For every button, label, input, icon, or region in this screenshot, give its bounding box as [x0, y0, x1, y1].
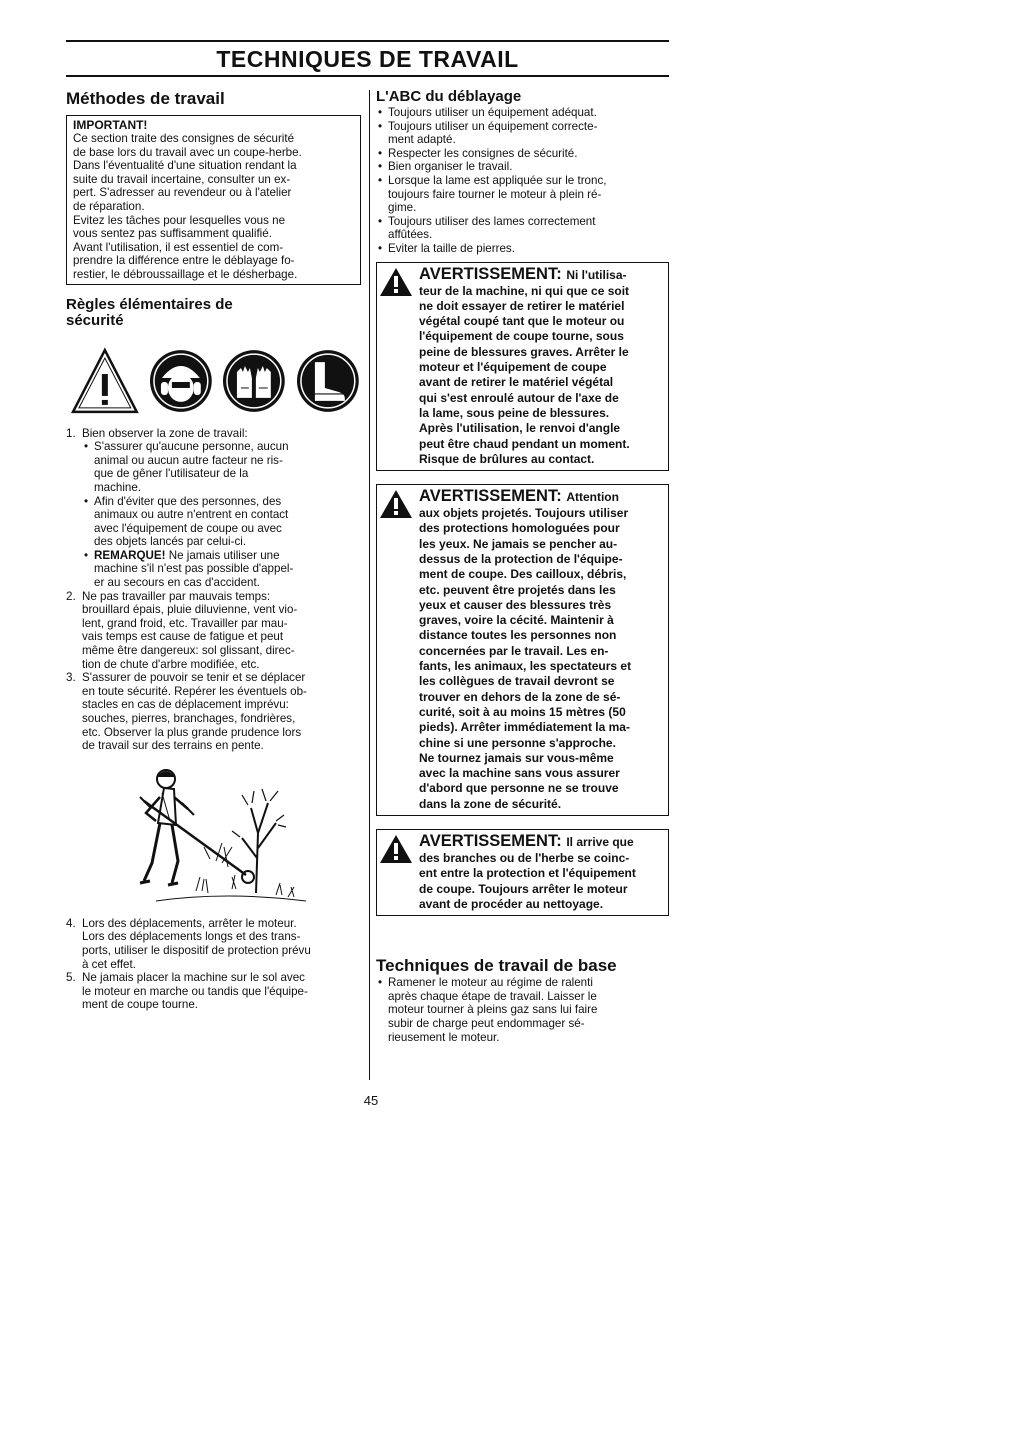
list-item	[66, 590, 361, 672]
warning-triangle-icon	[379, 834, 413, 864]
helmet-ear-protection-icon	[148, 348, 214, 414]
text-line: dans la zone de sécurité.	[419, 796, 562, 811]
text-line: Ne tournez jamais sur vous-même	[419, 750, 614, 765]
left-column	[66, 86, 361, 1012]
list-item	[82, 549, 361, 590]
text-line: Risque de brûlures au contact.	[419, 451, 595, 466]
text-line	[94, 549, 361, 563]
text-line: vais temps est cause de fatigue et peut	[82, 630, 284, 644]
important-title: IMPORTANT!	[73, 118, 148, 132]
text-line: ent entre la protection et l'équipement	[419, 866, 636, 881]
text-line: avec l'équipement de coupe ou avec	[94, 521, 282, 535]
text-line: de coupe. Toujours arrêter le moteur	[419, 881, 628, 896]
text-line: brouillard épais, pluie diluvienne, vent vio-	[82, 603, 298, 617]
text-line: même être dangereux: sol glissant, direc-	[82, 644, 295, 658]
item-number: 1.	[66, 426, 76, 440]
text-line: Bien observer la zone de travail:	[82, 426, 248, 440]
text-line: en toute sécurité. Repérer les éventuels ob-	[82, 684, 307, 698]
title-underline	[66, 75, 669, 77]
text-line: aux objets projetés. Toujours utiliser	[419, 506, 629, 521]
list-item	[376, 147, 669, 161]
text-line: teur de la machine, ni qui que ce soit	[419, 283, 630, 298]
list-item	[376, 174, 669, 215]
warning-lead: Il arrive que	[566, 835, 634, 850]
list-item	[376, 106, 669, 120]
right-column	[376, 86, 669, 1044]
text-line: des objets lancés par celui-ci.	[94, 535, 247, 549]
gloves-icon	[221, 348, 287, 414]
abc-heading: L'ABC du déblayage	[376, 88, 522, 105]
list-item	[376, 976, 669, 1044]
list-item	[66, 971, 361, 1012]
text-line: machine.	[94, 480, 142, 494]
text-line: machine s'il n'est pas possible d'appel-	[94, 562, 294, 576]
boots-icon	[295, 348, 361, 414]
text-line: pert. S'adresser au revendeur ou à l'atelier	[73, 186, 292, 200]
text-line: les yeux. Ne jamais se pencher au-	[419, 536, 618, 551]
remark-text: Ne jamais utiliser une	[165, 548, 280, 562]
text-line: ne doit essayer de retirer le matériel	[419, 298, 625, 313]
operator-clearing-illustration	[136, 763, 326, 908]
text-line: peine de blessures graves. Arrêter le	[419, 344, 629, 359]
text-line: • Lorsque la lame est appliquée sur le tronc,	[388, 173, 607, 187]
text-line: • Ramener le moteur au régime de ralenti	[388, 976, 593, 990]
text-line: de base lors du travail avec un coupe-herbe.	[73, 145, 302, 159]
text-line: végétal coupé tant que le moteur ou	[419, 314, 625, 329]
text-line: S'assurer de pouvoir se tenir et se déplacer	[82, 671, 306, 685]
warning-text	[381, 851, 664, 912]
important-box	[66, 115, 361, 285]
text-line: Ce section traite des consignes de sécurité	[73, 132, 295, 145]
text-line: Evitez les tâches pour lesquelles vous ne	[73, 213, 286, 227]
text-line: pieds). Arrêter immédiatement la ma-	[419, 720, 630, 735]
safety-rules-list	[66, 427, 361, 753]
text-line: suite du travail incertaine, consulter un ex-	[73, 172, 291, 186]
list-item	[82, 440, 361, 494]
warning-lead: Ni l'utilisa-	[566, 267, 627, 282]
warning-box-1	[376, 262, 669, 472]
base-techniques-heading: Techniques de travail de base	[376, 956, 617, 976]
list-item	[66, 427, 361, 590]
warning-box-2	[376, 484, 669, 816]
text-line: lent, grand froid, etc. Travailler par mau-	[82, 616, 288, 630]
warning-box-3	[376, 829, 669, 916]
regles-heading	[66, 297, 361, 329]
text-line: tion de chute d'arbre modifiée, etc.	[82, 657, 260, 671]
text-line: etc. peuvent être projetés dans les	[419, 582, 616, 597]
text-line: animaux ou autre n'entrent en contact	[94, 508, 289, 522]
page-number: 45	[363, 1093, 379, 1108]
text-line: ports, utiliser le dispositif de protection prévu	[82, 943, 311, 957]
list-item	[66, 671, 361, 753]
text-line: après chaque étape de travail. Laisser le	[388, 989, 597, 1003]
text-line: avant de retirer le matériel végétal	[419, 375, 614, 390]
text-line: • Eviter la taille de pierres.	[388, 241, 515, 255]
text-line: • Toujours utiliser des lames correctement	[388, 214, 596, 228]
list-item	[66, 917, 361, 971]
warning-lead: Attention	[566, 490, 619, 505]
text-line: à cet effet.	[82, 957, 136, 971]
text-line: Avant l'utilisation, il est essentiel de com-	[73, 240, 284, 254]
sub-bullet-list	[82, 440, 361, 590]
text-line: graves, voire la cécité. Maintenir à	[419, 613, 614, 628]
list-item	[376, 120, 669, 147]
warning-label: AVERTISSEMENT:	[419, 832, 562, 851]
text-line: prendre la différence entre le déblayage fo-	[73, 254, 295, 268]
important-text	[73, 132, 354, 282]
text-line: • Respecter les consignes de sécurité.	[388, 146, 578, 160]
remark-label: REMARQUE!	[94, 548, 166, 562]
text-line: l'équipement de coupe tourne, sous	[419, 329, 624, 344]
safety-rules-list-continued	[66, 917, 361, 1012]
text-line: vous sentez pas suffisamment qualifié.	[73, 227, 272, 241]
list-item	[376, 215, 669, 242]
text-line: que de gêner l'utilisateur de la	[94, 467, 249, 481]
text-line: toujours faire tourner le moteur à plein ré-	[388, 187, 602, 201]
abc-bullet-list	[376, 106, 669, 256]
top-rule	[66, 40, 669, 42]
text-line: • Bien organiser le travail.	[388, 160, 513, 174]
text-line: ment de coupe tourne.	[82, 998, 199, 1012]
text-line: distance toutes les personnes non	[419, 628, 617, 643]
warning-triangle-icon	[379, 267, 413, 297]
text-line: Ne pas travailler par mauvais temps:	[82, 589, 271, 603]
warning-text	[381, 284, 664, 468]
warning-heading	[381, 266, 664, 284]
text-line: trouver en dehors de la zone de sé-	[419, 689, 621, 704]
methodes-heading: Méthodes de travail	[66, 89, 225, 108]
text-line: moteur tourner à pleins gaz sans lui faire	[388, 1003, 598, 1017]
list-item	[376, 160, 669, 174]
text-line: les collègues de travail devront se	[419, 674, 615, 689]
text-line: affûtées.	[388, 228, 433, 242]
text-line: des protections homologuées pour	[419, 521, 620, 536]
text-line: ment adapté.	[388, 133, 456, 147]
text-line: er au secours en cas d'accident.	[94, 576, 260, 590]
text-line: de réparation.	[73, 199, 145, 213]
text-line: ment de coupe. Des cailloux, débris,	[419, 567, 627, 582]
text-line: subir de charge peut endommager sé-	[388, 1017, 585, 1030]
text-line: rieusement le moteur.	[388, 1030, 500, 1044]
text-line: moteur et l'équipement de coupe	[419, 360, 607, 375]
text-line: • Toujours utiliser un équipement adéquat.	[388, 106, 597, 119]
text-line: de travail sur des terrains en pente.	[82, 739, 264, 753]
warning-label: AVERTISSEMENT:	[419, 487, 562, 506]
text-line: animal ou aucun autre facteur ne ris-	[94, 453, 283, 467]
item-number: 5.	[66, 971, 76, 985]
text-line: avec la machine sans vous assurer	[419, 766, 620, 781]
text-line: fants, les animaux, les spectateurs et	[419, 659, 632, 674]
text-line: gime.	[388, 201, 417, 215]
text-line: restier, le débroussaillage et le désherbage.	[73, 267, 298, 281]
text-line: Lors des déplacements longs et des trans-	[82, 930, 301, 944]
text-line: qui s'est enroulé autour de l'axe de	[419, 390, 619, 405]
text-line: Ne jamais placer la machine sur le sol avec	[82, 971, 305, 985]
base-techniques-list	[376, 976, 669, 1044]
regles-heading-line: Règles élémentaires de	[66, 295, 233, 313]
warning-text	[381, 506, 664, 812]
text-line: yeux et causer des blessures très	[419, 597, 612, 612]
text-line: stacles en cas de déplacement imprévu:	[82, 698, 289, 712]
text-line: Après l'utilisation, le renvoi d'angle	[419, 421, 621, 436]
text-line: Dans l'éventualité d'une situation rendant la	[73, 159, 297, 173]
text-line: souches, pierres, branchages, fondrières,	[82, 712, 296, 725]
warning-label: AVERTISSEMENT:	[419, 264, 562, 283]
column-divider	[369, 90, 370, 1080]
text-line: le moteur en marche ou tandis que l'équipe-	[82, 984, 308, 998]
regles-heading-line: sécurité	[66, 311, 124, 329]
warning-triangle-icon	[70, 346, 140, 416]
warning-heading	[381, 488, 664, 506]
text-line: la lame, sous peine de blessures.	[419, 405, 610, 420]
text-line: avant de procéder au nettoyage.	[419, 896, 604, 911]
page-title: TECHNIQUES DE TRAVAIL	[216, 46, 519, 72]
item-number: 3.	[66, 671, 76, 685]
text-line: • Afin d'éviter que des personnes, des	[94, 494, 282, 508]
warning-triangle-icon	[379, 489, 413, 519]
list-item	[82, 495, 361, 549]
text-line: Lors des déplacements, arrêter le moteur.	[82, 916, 297, 930]
text-line: curité, soit à au moins 15 mètres (50	[419, 704, 626, 719]
text-line: etc. Observer la plus grande prudence lors	[82, 725, 302, 739]
text-line: chine si une personne s'approche.	[419, 735, 616, 750]
text-line: d'abord que personne ne se trouve	[419, 781, 619, 796]
item-number: 2.	[66, 589, 76, 603]
text-line: concernées par le travail. Les en-	[419, 643, 609, 658]
text-line: • S'assurer qu'aucune personne, aucun	[94, 440, 289, 454]
text-line: des branches ou de l'herbe se coinc-	[419, 851, 630, 866]
text-line: • Toujours utiliser un équipement correcte-	[388, 119, 598, 133]
item-number: 4.	[66, 916, 76, 930]
list-item	[376, 242, 669, 256]
safety-icons-row	[70, 341, 361, 421]
warning-heading	[381, 833, 664, 851]
text-line: dessus de la protection de l'équipe-	[419, 551, 623, 566]
text-line: peut être chaud pendant un moment.	[419, 436, 630, 451]
